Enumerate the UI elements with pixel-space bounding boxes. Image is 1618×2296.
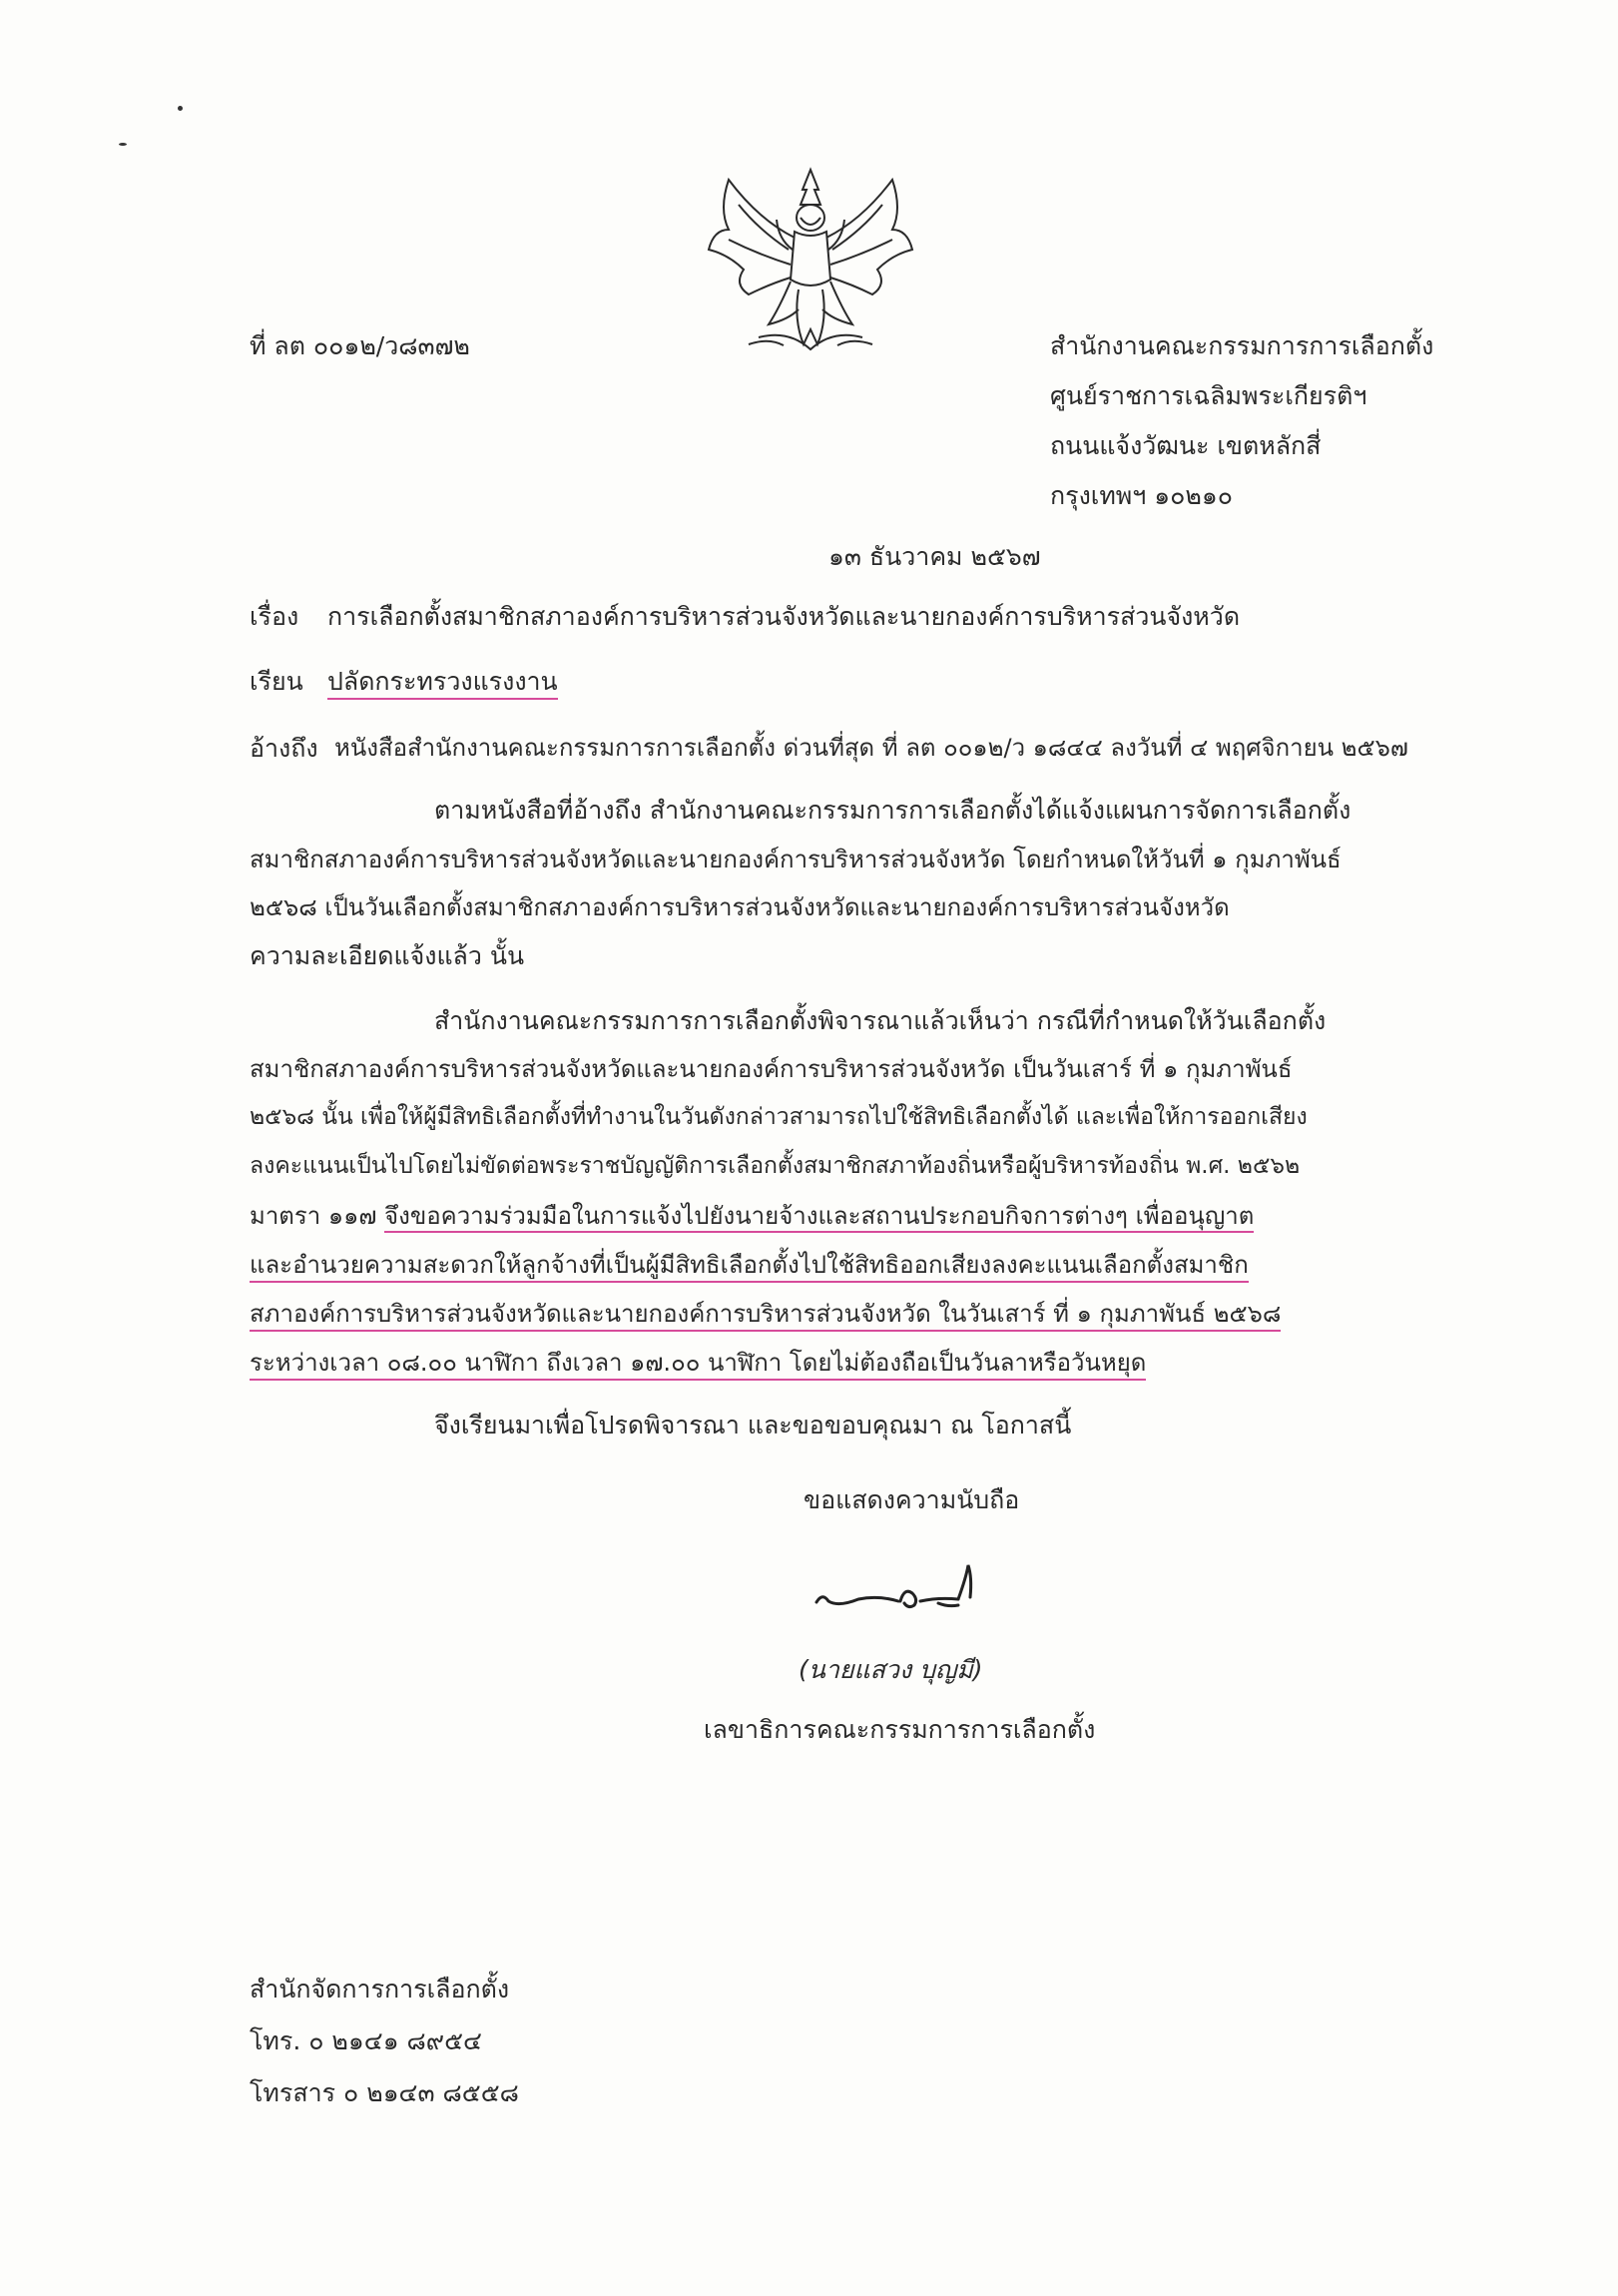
office-address-line: ศูนย์ราชการเฉลิมพระเกียรติฯ [1050,381,1367,410]
paragraph-line: ความละเอียดแจ้งแล้ว นั้น [250,941,525,970]
handwritten-signature [809,1557,1008,1627]
highlighted-request-text: สภาองค์การบริหารส่วนจังหวัดและนายกองค์การบริหารส่วนจังหวัด ในวันเสาร์ ที่ ๑ กุมภาพันธ์ ๒๕๖๘ [250,1300,1281,1332]
paragraph-line: สมาชิกสภาองค์การบริหารส่วนจังหวัดและนายกองค์การบริหารส่วนจังหวัด โดยกำหนดให้วันที่ ๑ กุมภาพันธ์ [250,846,1342,873]
regards-text: ขอแสดงความนับถือ [804,1485,1020,1514]
highlighted-request-text: ระหว่างเวลา ๐๘.๐๐ นาฬิกา ถึงเวลา ๑๗.๐๐ นาฬิกา โดยไม่ต้องถือเป็นวันลาหรือวันหยุด [250,1349,1146,1381]
paragraph-line: สมาชิกสภาองค์การบริหารส่วนจังหวัดและนายกองค์การบริหารส่วนจังหวัด เป็นวันเสาร์ ที่ ๑ กุมภาพันธ์ [250,1055,1293,1083]
paragraph-line: ๒๕๖๘ นั้น เพื่อให้ผู้มีสิทธิเลือกตั้งที่ทำงานในวันดังกล่าวสามารถไปใช้สิทธิเลือกตั้งได้ และเพื่อให้การออกเสียง [250,1104,1308,1130]
signatory-name: (นายแสวง บุญมี) [799,1655,983,1684]
scan-speck [119,143,127,146]
footer-phone: โทร. ๐ ๒๑๔๑ ๘๙๕๔ [250,2026,482,2055]
paragraph-line: ๒๕๖๘ เป็นวันเลือกตั้งสมาชิกสภาองค์การบริหารส่วนจังหวัดและนายกองค์การบริหารส่วนจังหวัด [250,893,1230,921]
paragraph-line: ลงคะแนนเป็นไปโดยไม่ขัดต่อพระราชบัญญัติการเลือกตั้งสมาชิกสภาท้องถิ่นหรือผู้บริหารท้องถิ่น พ.ศ. ๒๕๖๒ [250,1153,1301,1179]
signatory-position: เลขาธิการคณะกรรมการการเลือกตั้ง [704,1715,1096,1744]
recipient-label: เรียน [250,667,303,696]
highlighted-request-text: จึงขอความร่วมมือในการแจ้งไปยังนายจ้างและสถานประกอบกิจการต่างๆ เพื่ออนุญาต [384,1202,1254,1233]
highlighted-request-text: และอำนวยความสะดวกให้ลูกจ้างที่เป็นผู้มีสิทธิเลือกตั้งไปใช้สิทธิออกเสียงลงคะแนนเลือกตั้งสมาชิก [250,1251,1249,1283]
office-address-line: ถนนแจ้งวัฒนะ เขตหลักสี่ [1050,431,1322,460]
paragraph-line: สำนักงานคณะกรรมการการเลือกตั้งพิจารณาแล้วเห็นว่า กรณีที่กำหนดให้วันเลือกตั้ง [434,1006,1327,1035]
paragraph-line [250,1202,1254,1231]
office-address-line: กรุงเทพฯ ๑๐๒๑๐ [1050,481,1233,510]
closing-sentence: จึงเรียนมาเพื่อโปรดพิจารณา และขอขอบคุณมา ณ โอกาสนี้ [434,1411,1072,1439]
footer-fax: โทรสาร ๐ ๒๑๔๓ ๘๕๕๘ [250,2078,519,2107]
footer-department: สำนักจัดการการเลือกตั้ง [250,1975,510,2004]
paragraph-text: มาตรา ๑๑๗ [250,1202,385,1230]
document-reference-number: ที่ ลต ๐๐๑๒/ว๘๓๗๒ [250,331,470,360]
paragraph-line: ตามหนังสือที่อ้างถึง สำนักงานคณะกรรมการการเลือกตั้งได้แจ้งแผนการจัดการเลือกตั้ง [434,796,1351,825]
subject-text: การเลือกตั้งสมาชิกสภาองค์การบริหารส่วนจังหวัดและนายกองค์การบริหารส่วนจังหวัด [327,602,1241,631]
document-date: ๑๓ ธันวาคม ๒๕๖๗ [828,542,1041,571]
scan-speck [178,106,183,111]
garuda-emblem [699,160,923,359]
office-address-line: สำนักงานคณะกรรมการการเลือกตั้ง [1050,331,1434,360]
reference-label: อ้างถึง [250,734,318,763]
recipient-text: ปลัดกระทรวงแรงงาน [327,667,558,700]
subject-label: เรื่อง [250,602,299,631]
reference-text: หนังสือสำนักงานคณะกรรมการการเลือกตั้ง ด่วนที่สุด ที่ ลต ๐๐๑๒/ว ๑๘๔๔ ลงวันที่ ๔ พฤศจิกายน ๒๕๖๗ [334,734,1408,762]
